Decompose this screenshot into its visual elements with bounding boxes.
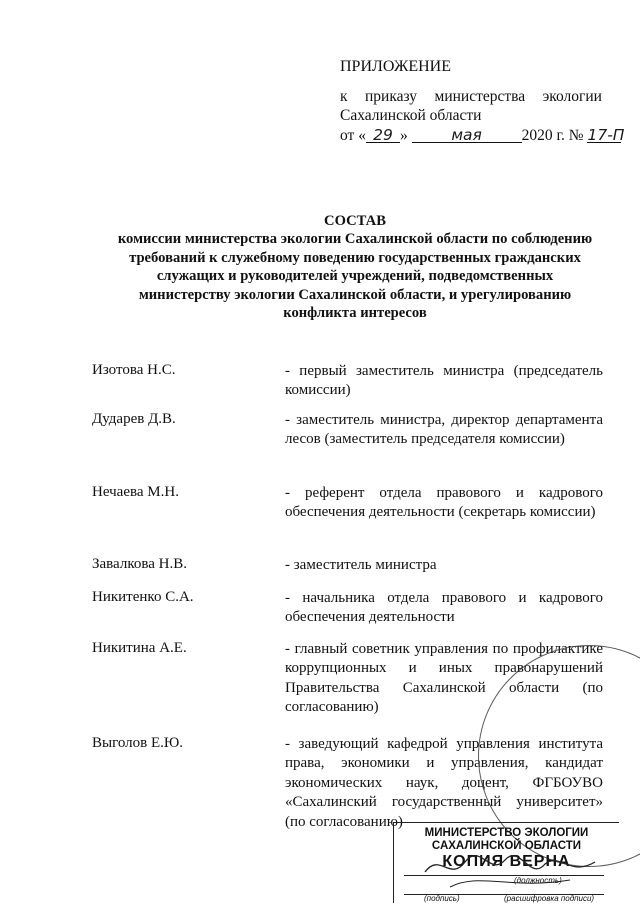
annex-label: ПРИЛОЖЕНИЕ — [340, 58, 452, 75]
order-word-1: к — [340, 88, 348, 105]
order-word-3: министерства — [434, 88, 526, 105]
member-name: Изотова Н.С. — [92, 362, 176, 378]
stamp-line-1: МИНИСТЕРСТВО ЭКОЛОГИИ — [424, 827, 589, 839]
order-region: Сахалинской области — [340, 107, 482, 124]
date-day: 29 — [366, 128, 400, 143]
member-role: - заместитель министра, директор департамента лесов (заместитель председателя комиссии) — [285, 412, 603, 448]
member-role: - начальника отдела правового и кадрового обеспечения деятельности — [285, 590, 603, 626]
signature-icon — [420, 842, 610, 892]
order-word-4: экологии — [542, 88, 602, 105]
member-role: - первый заместитель министра (председатель комиссии) — [285, 363, 603, 399]
stamp-caption-transcript: (расшифровка подписи) — [504, 894, 595, 903]
date-sep: » — [399, 127, 408, 144]
member-name: Завалкова Н.В. — [92, 556, 187, 572]
member-role: - заместитель министра — [285, 557, 437, 573]
stamp-caption-signature: (подпись) — [424, 894, 460, 903]
stamp-line-2: САХАЛИНСКОЙ ОБЛАСТИ — [431, 840, 582, 852]
member-role: - заведующий кафедрой управления института права, экономики и управления, кандидат экономических наук, доцент, ФГБОУВО «Сахалинский государственный университет» (по согласованию) — [285, 736, 603, 830]
title-line-1: комиссии министерства экологии Сахалинской области по соблюдению — [117, 231, 593, 248]
title-line-5: конфликта интересов — [283, 305, 427, 322]
stamp-caption-position: (должность) — [514, 876, 562, 885]
date-year: 2020 г. № — [521, 127, 584, 144]
title-line-4: министерству экологии Сахалинской области, и урегулированию — [138, 286, 572, 303]
title-heading: СОСТАВ — [324, 213, 386, 229]
title-line-3: служащих и руководителей учреждений, подведомственных — [156, 268, 554, 285]
date-prefix: от « — [340, 127, 366, 144]
member-name: Никитина А.Е. — [92, 640, 187, 656]
order-date-line — [340, 126, 625, 145]
date-month: мая — [412, 128, 522, 143]
member-name: Дударев Д.В. — [92, 411, 176, 427]
member-role: - главный советник управления по профилактике коррупционных и иных правонарушений Правительства Сахалинской области (по согласованию) — [285, 641, 603, 716]
member-name: Никитенко С.А. — [92, 589, 194, 605]
order-word-2: приказу — [364, 88, 418, 105]
document-title — [90, 212, 620, 322]
member-name: Выголов Е.Ю. — [92, 735, 184, 751]
member-name: Нечаева М.Н. — [92, 484, 179, 500]
stamp-line-3: КОПИЯ ВЕРНА — [442, 853, 571, 870]
order-number: 17-П — [587, 126, 625, 144]
member-role: - референт отдела правового и кадрового обеспечения деятельности (секретарь комиссии) — [285, 485, 603, 521]
title-line-2: требований к служебному поведению государственных гражданских — [129, 249, 581, 266]
order-reference-line — [340, 88, 602, 106]
